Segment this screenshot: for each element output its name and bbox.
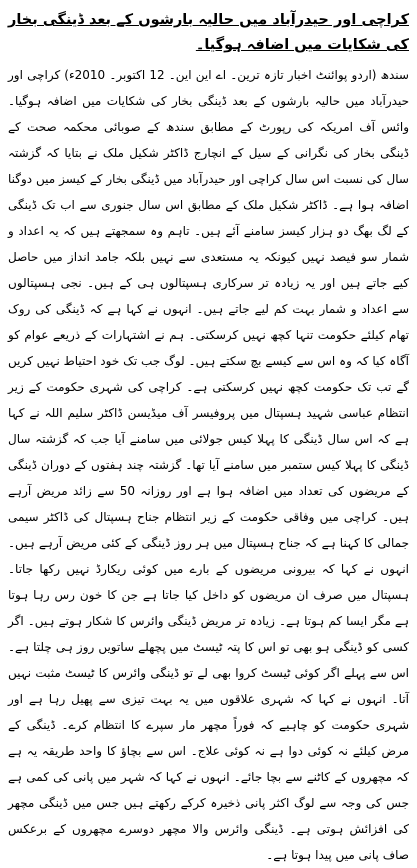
- article-body: سندھ (اردو پوائنٹ اخبار تازہ ترین۔ اے این این۔ 12 اکتوبر۔ 2010ء) کراچی اور حیدرآباد میں حالیہ بارشوں کے بعد ڈینگی بخار کی شکایات میں اضافہ ہوگیا۔ وائس آف امریکہ کی رپورٹ کے مطابق سندھ کے صوبائی محکمہ صحت کے ڈینگی بخار کی نگرانی کے سیل کے انچارج ڈاکٹر شکیل ملک نے بتایا کہ گزشتہ سال کی نسبت اس سال کراچی اور حیدرآباد میں ڈینگی بخار کے کیسز میں دوگنا اضافہ ہوا ہے۔ ڈاکٹر شکیل ملک کے مطابق اس سال جنوری سے اب تک ڈینگی کے لگ بھگ دو ہزار کیسز سامنے آئے ہیں۔ تاہم وہ سمجھتے ہیں کہ یہ اعداد و شمار سو فیصد نہیں کیونکہ یہ مستعدی سے نہیں بلکہ جامد انداز میں حاصل کیے جاتے ہیں اور یہ زیادہ تر سرکاری ہسپتالوں ہی کے ہیں۔ نجی ہسپتالوں سے اعداد و شمار بہت کم لیے جاتے ہیں۔ انہوں نے کہا ہے کہ ڈینگی کی روک تھام کیلئے حکومت تنہا کچھ نہیں کرسکتی۔ ہم نے اشتہارات کے ذریعے عوام کو آگاہ کیا کہ وہ اس سے کیسے بچ سکتے ہیں۔ لوگ جب تک خود احتیاط نہیں کریں گے تب تک حکومت کچھ نہیں کرسکتی ہے۔ کراچی کی شہری حکومت کے زیر انتظام عباسی شہید ہسپتال میں پروفیسر آف میڈیسن ڈاکٹر سلیم اللہ نے کہا ہے کہ اس سال ڈینگی کا پہلا کیس جولائی میں سامنے آیا جب کہ گزشتہ سال ڈینگی کا پہلا کیس ستمبر میں سامنے آیا تھا۔ گزشتہ چند ہفتوں کے دوران ڈینگی کے مریضوں کی تعداد میں اضافہ ہوا ہے اور روزانہ 50 سے زائد مریض آرہے ہیں۔ کراچی میں وفاقی حکومت کے زیر انتظام جناح ہسپتال کی ڈاکٹر سیمی جمالی کا کہنا ہے کہ جناح ہسپتال میں ہر روز ڈینگی کے کئی مریض آرہے ہیں۔ انہوں نے کہا کہ بیرونی مریضوں کے بارے میں کوئی ریکارڈ نہیں رکھا جاتا۔ ہسپتال میں صرف ان مریضوں کو داخل کیا جاتا ہے جن کا خون رس رہا ہوتا ہے مگر ایسا کم ہوتا ہے۔ زیادہ تر مریض ڈینگی وائرس کا شکار ہوتے ہیں۔ اگر کسی کو ڈینگی ہو بھی تو اس کا پتہ ٹیسٹ میں پچھلے ساتویں روز ہی چلتا ہے۔ اس سے پہلے اگر کوئی ٹیسٹ کروا بھی لے تو ڈینگی وائرس کا ٹیسٹ مثبت نہیں آتا۔ انہوں نے کہا کہ شہری علاقوں میں یہ بہت تیزی سے پھیل رہا ہے اور شہری حکومت کو چاہیے کہ فوراً مچھر مار سپرے کا انتظام کرے۔ ڈینگی کے مرض کیلئے نہ کوئی دوا ہے نہ کوئی علاج۔ اس سے بچاؤ کا واحد طریقہ یہ ہے کہ مچھروں کے کاٹنے سے بچا جائے۔ انہوں نے کہا کہ شہر میں پانی کی کمی ہے جس کی وجہ سے لوگ اکثر پانی ذخیرہ کرکے رکھتے ہیں جس میں ڈینگی مچھر کی افزائش ہوتی ہے۔ ڈینگی وائرس والا مچھر دوسرے مچھروں کے برعکس صاف پانی میں پیدا ہوتا ہے۔: [8, 68, 409, 862]
- article-headline: کراچی اور حیدرآباد میں حالیہ بارشوں کے بعد ڈینگی بخار کی شکایات میں اضافہ ہوگیا۔: [8, 12, 409, 53]
